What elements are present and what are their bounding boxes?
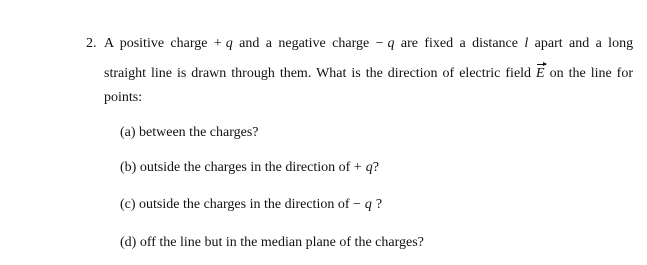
stem-line-3: points:: [104, 90, 143, 105]
stem-text: apart and a long: [534, 36, 634, 51]
negative-charge: − q: [375, 36, 395, 51]
stem-text: and a negative charge: [239, 36, 370, 51]
positive-charge: + q: [213, 36, 233, 51]
part-d: (d) off the line but in the median plane of the charges?: [120, 235, 424, 250]
negative-charge: − q: [353, 197, 372, 212]
stem-line-2: [104, 65, 633, 83]
problem-number: 2.: [86, 36, 97, 51]
part-a: (a) between the charges?: [120, 125, 259, 140]
stem-text: on the line for: [549, 66, 634, 81]
distance-symbol: l: [524, 36, 529, 51]
stem-text: A positive charge: [104, 36, 208, 51]
stem-line-1: [104, 35, 633, 53]
positive-charge: + q: [353, 160, 373, 175]
electric-field-vector: E: [536, 66, 545, 81]
part-c: (c) outside the charges in the direction of − q ?: [120, 197, 383, 212]
part-b: (b) outside the charges in the direction of + q?: [120, 160, 379, 175]
stem-text: straight line is drawn through them. What is the direction of electric field: [104, 66, 532, 81]
stem-text: are fixed a distance: [400, 36, 518, 51]
